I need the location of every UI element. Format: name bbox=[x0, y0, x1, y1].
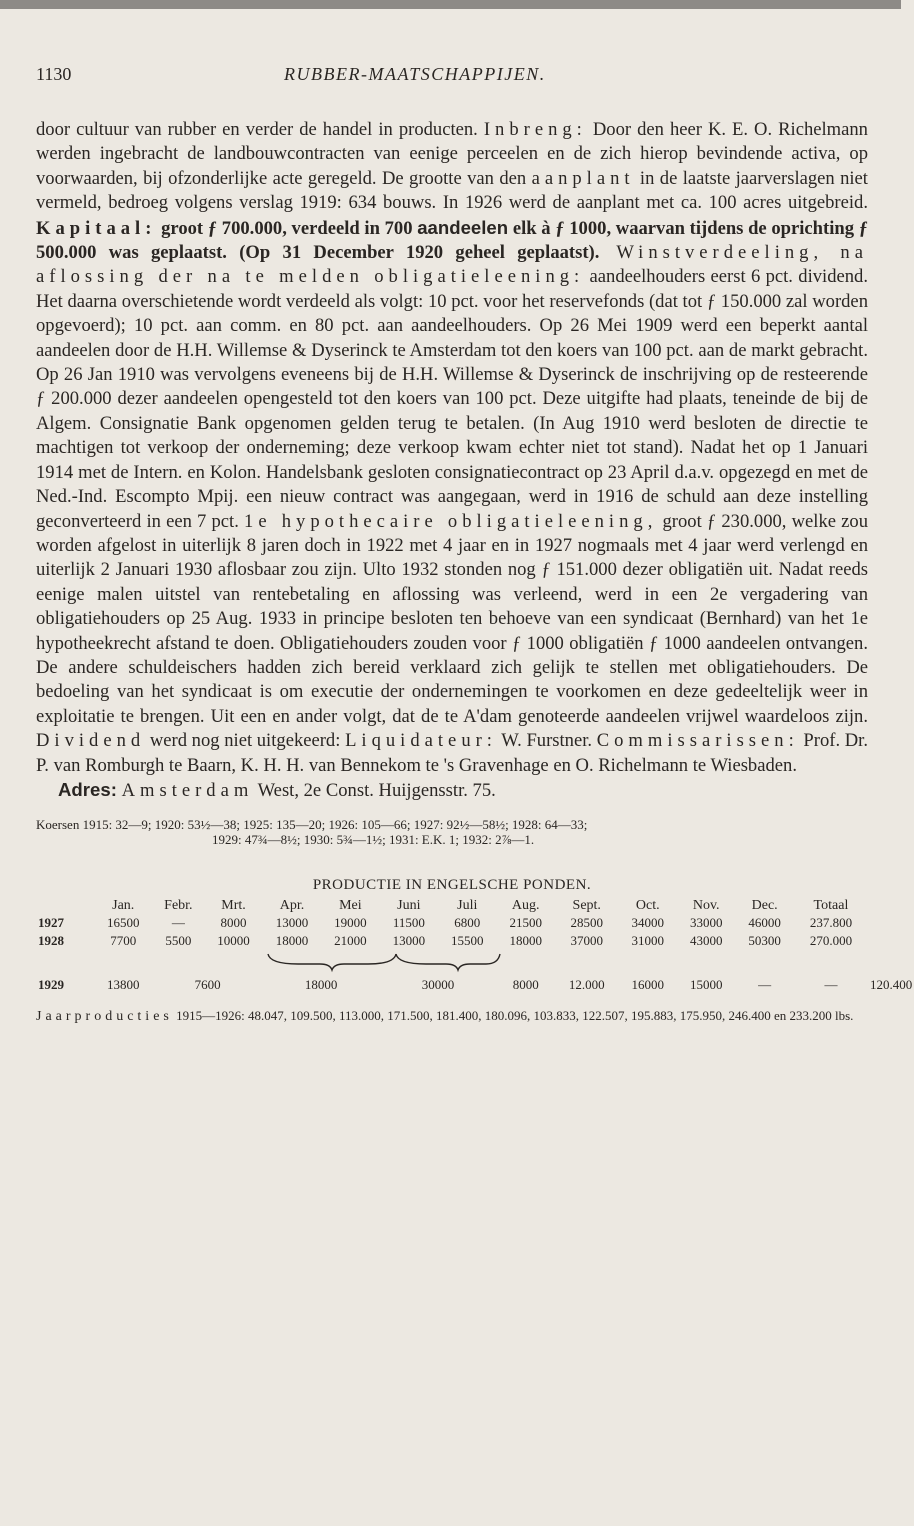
text-segment: aandeelhouders eerst 6 pct. dividend. Het daarna overschietende wordt verdeeld als volgt: 10 pct. voor het reservefonds (dat tot ƒ 150.000 zal worden opgevoerd); 10 pct. aan comm. en 80 pct. aan aandeelhouders. Op 26 Mei 1909 werd een beperkt aantal aandeelen door de H.H. Willemse & Dyserinck te Amsterdam tot den koers van 100 pct. aan de markt gebracht. Op 26 Jan 1910 was vervolgens eveneens bij de H.H. Willemse & Dyserinck de inschrijving op de resteerende ƒ 200.000 dezer aandeelen opengesteld tot den koers van 100 pct. Deze uitgifte had plaats, teneinde de bij de Algem. Consignatie Bank opgenomen gelden terug te betalen. (In Aug 1910 werd besloten de directie te machtigen tot verkoop der onderneming; deze verkoop kwam echter niet tot stand). Nadat het op 1 Januari 1914 met de Intern. en Kolon. Handelsbank gesloten consignatiecontract op 23 April d.a.v. opgezegd en met de Ned.-Ind. Escompto Mpij. een nieuw contract was aangegaan, werd in 1916 de schuld aan deze instelling geconverteerd in een 7 pct. bbox=[36, 266, 868, 532]
value-cell: 7600 bbox=[194, 977, 221, 993]
value-cell: 21500 bbox=[509, 915, 542, 931]
page-number: 1130 bbox=[36, 64, 72, 84]
production-header-row bbox=[36, 898, 914, 914]
text-segment: groot ƒ 230.000, welke zou worden afgelost in uiterlijk 8 jaren doch in 1922 met 4 jaar en in 1927 nogmaals met 4 jaar werd verlengd en uiterlijk 2 Januari 1930 aflosbaar zou zijn. Ulto 1932 stonden nog ƒ 151.000 dezer obligatiën uit. Nadat reeds eenige malen uitstel van rentebetaling en aflossing was verleend, werd in een 2e vergadering van obligatiehouders op 25 Aug. 1933 in principe besloten ten behoeve van een syndicaat (Bernhard) van het 1e hypotheekrecht afstand te doen. Obligatiehouders zouden voor ƒ 1000 obligatiën ƒ 1000 aandeelen ontvangen. De andere schuldeischers hadden zich bereid verklaard zich gelijk te stellen met obligatiehouders. De bedoeling van het syndicaat is om executie der ondernemingen te voorkomen en deze gedeeltelijk weer in exploitatie te brengen. Uit een en ander volgt, dat de te A'dam genoteerde aandeelen vrijwel waardeloos zijn. bbox=[36, 510, 868, 727]
value-cell: 31000 bbox=[631, 933, 665, 949]
month-header: Nov. bbox=[692, 898, 720, 914]
price-line-2: 1929: 47¾—8½; 1930: 5¾—1½; 1931: E.K. 1; 1932: 2⅞—1. bbox=[212, 832, 535, 848]
total-cell: 120.400 bbox=[870, 977, 913, 993]
value-cell: 18000 bbox=[304, 977, 338, 993]
value-cell: 15000 bbox=[689, 977, 723, 993]
address-city: Amsterdam bbox=[121, 779, 254, 801]
value-cell: 13000 bbox=[275, 915, 309, 931]
label-winstverdeeling: Winstverdeeling, na aflossing der na te melden obligatieleening: bbox=[36, 242, 868, 288]
table-row bbox=[36, 914, 914, 932]
brace-apr-mei bbox=[268, 954, 396, 970]
address-line bbox=[58, 778, 868, 803]
value-cell: 37000 bbox=[570, 933, 603, 949]
value-cell: 13000 bbox=[392, 933, 426, 949]
text-segment: werd nog niet uitgekeerd: bbox=[145, 730, 346, 752]
production-table bbox=[36, 898, 914, 994]
value-cell: 18000 bbox=[275, 933, 309, 949]
month-header: Juli bbox=[457, 898, 478, 914]
value-cell: 18000 bbox=[509, 933, 542, 949]
year-cell: 1928 bbox=[38, 933, 64, 949]
value-cell: 34000 bbox=[631, 915, 665, 931]
value-cell: 8000 bbox=[512, 977, 539, 993]
brace-row bbox=[36, 950, 914, 976]
annual-production-values: 1915—1926: 48.047, 109.500, 113.000, 171.500, 181.400, 180.096, 103.833, 122.507, 195.883, 175.950, 246.400 en 233.200 lbs. bbox=[172, 1008, 854, 1024]
year-header-cell bbox=[36, 898, 94, 914]
text-segment: door cultuur van rubber en verder de handel in producten. bbox=[36, 119, 484, 140]
month-header: Juni bbox=[397, 898, 421, 914]
value-cell: 19000 bbox=[334, 915, 367, 931]
value-cell: 8000 bbox=[220, 915, 247, 931]
table-row-1929 bbox=[36, 976, 914, 994]
label-dividend: Dividend bbox=[36, 730, 146, 752]
month-header: Dec. bbox=[751, 898, 778, 914]
running-title: RUBBER-MAATSCHAPPIJEN. bbox=[284, 64, 546, 84]
value-cell: 16500 bbox=[106, 915, 140, 931]
month-header: Sept. bbox=[572, 898, 601, 914]
month-header: Febr. bbox=[164, 898, 193, 914]
label-hypothecaire-leening: 1e hypothecaire obligatieleening, bbox=[244, 510, 658, 532]
month-header: Oct. bbox=[635, 898, 660, 914]
value-cell: — bbox=[758, 977, 772, 993]
text-segment: Prof. Dr. P. van Romburgh te Baarn, K. H. H. van Bennekom te 's Gravenhage en O. Richelmann te Wiesbaden. bbox=[36, 730, 868, 776]
production-table-title: PRODUCTIE IN ENGELSCHE PONDEN. bbox=[312, 877, 592, 894]
value-cell: 11500 bbox=[392, 915, 425, 931]
grouping-braces bbox=[36, 950, 868, 972]
value-cell: — bbox=[171, 915, 185, 931]
value-cell: 12.000 bbox=[568, 977, 605, 993]
month-header: Mei bbox=[339, 898, 362, 914]
value-cell: 43000 bbox=[689, 933, 723, 949]
label-aanplant: aanplant bbox=[531, 167, 635, 189]
value-cell: 50300 bbox=[748, 933, 781, 949]
total-cell: 237.800 bbox=[809, 915, 853, 931]
capital-text: groot ƒ 700.000, verdeeld in 700 bbox=[156, 217, 418, 239]
label-commissarissen: Commissarissen: bbox=[596, 730, 799, 752]
value-cell: 6800 bbox=[454, 915, 481, 931]
value-cell: — bbox=[824, 977, 838, 993]
value-cell: 16000 bbox=[631, 977, 665, 993]
price-history bbox=[36, 817, 868, 847]
annual-production bbox=[36, 1008, 868, 1024]
value-cell: 7700 bbox=[110, 933, 137, 949]
label-adres: Adres: bbox=[58, 778, 117, 800]
month-header: Apr. bbox=[279, 898, 305, 914]
month-header: Aug. bbox=[511, 898, 540, 914]
brace-cell bbox=[36, 950, 868, 976]
label-inbreng: Inbreng: bbox=[483, 119, 587, 140]
address-street: West, 2e Const. Huijgensstr. 75. bbox=[253, 779, 496, 801]
value-cell: 13800 bbox=[106, 977, 140, 993]
value-cell: 10000 bbox=[217, 933, 250, 949]
month-header: Mrt. bbox=[221, 898, 246, 914]
table-row bbox=[36, 932, 914, 950]
label-jaarproducties: Jaarproducties bbox=[36, 1009, 173, 1025]
page-top-edge bbox=[0, 0, 901, 9]
aandeelen-word: aandeelen bbox=[417, 216, 509, 238]
label-kapitaal: Kapitaal: bbox=[36, 217, 157, 239]
capital-text-cont: elk à ƒ 1000, waarvan tijdens de oprichting ƒ 500.000 was geplaatst. (Op 31 December 1920 geheel geplaatst). bbox=[36, 217, 869, 264]
text-segment: W. Furstner. bbox=[496, 730, 597, 752]
month-header: Jan. bbox=[112, 898, 135, 914]
text-segment: Door den heer K. E. O. Richelmann werden ingebracht de landbouwcontracten van eenige perceelen en de zich hierop bevindende activa, op voorwaarden, bij ofzonderlijke acte geregeld. De grootte van den bbox=[36, 119, 868, 189]
text-segment: in de laatste jaarverslagen niet vermeld, bedroeg volgens verslag 1919: 634 bouws. In 1926 werd de aanplant met ca. 100 acres uitgebreid. bbox=[36, 167, 868, 214]
value-cell: 46000 bbox=[748, 915, 781, 931]
value-cell: 28500 bbox=[570, 915, 603, 931]
brace-juni bbox=[396, 954, 500, 970]
total-header: Totaal bbox=[813, 898, 849, 914]
page-header bbox=[36, 60, 868, 94]
price-line-1: Koersen 1915: 32—9; 1920: 53½—38; 1925: 135—20; 1926: 105—66; 1927: 92½—58½; 1928: 64—33; bbox=[36, 817, 588, 833]
value-cell: 30000 bbox=[421, 977, 455, 993]
year-cell: 1927 bbox=[38, 915, 64, 931]
value-cell: 21000 bbox=[334, 933, 367, 949]
label-liquidateur: Liquidateur: bbox=[345, 730, 497, 752]
total-cell: 270.000 bbox=[809, 933, 853, 949]
value-cell: 33000 bbox=[689, 915, 723, 931]
book-page bbox=[36, 60, 913, 1025]
company-entry-text bbox=[36, 118, 868, 803]
value-cell: 15500 bbox=[451, 933, 484, 949]
value-cell: 5500 bbox=[165, 933, 192, 949]
year-cell: 1929 bbox=[38, 977, 64, 993]
